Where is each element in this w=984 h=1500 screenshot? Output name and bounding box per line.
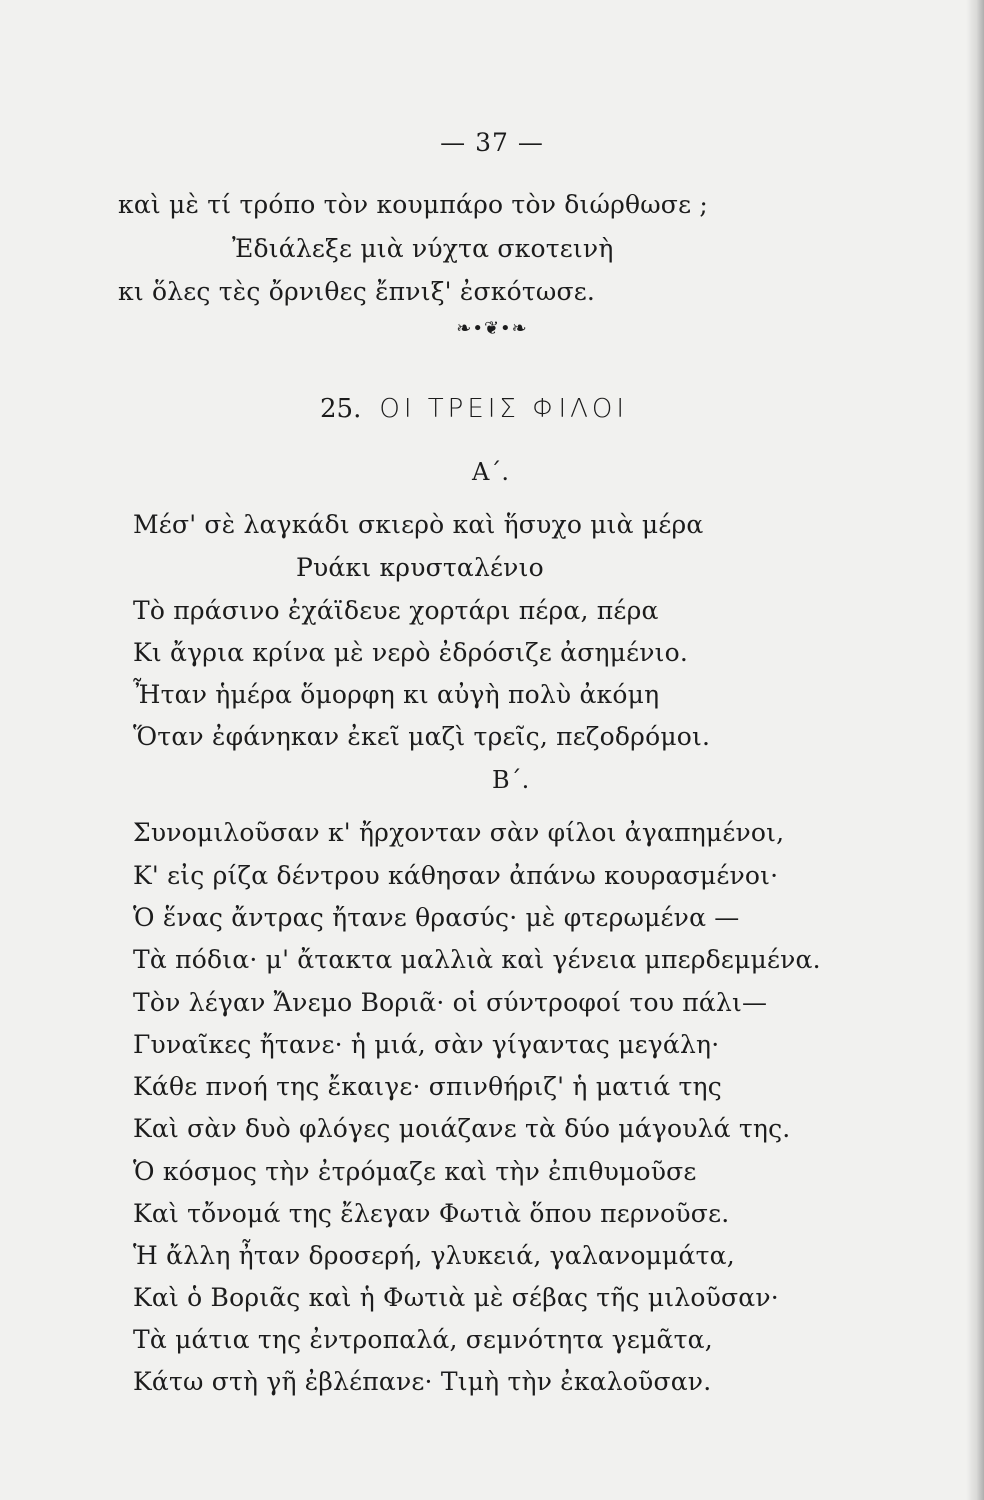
poem-title — [320, 394, 628, 424]
section-b-line-6: Γυναῖκες ἤτανε· ἡ μιά, σὰν γίγαντας μεγάλη· — [133, 1030, 720, 1059]
section-b-line-5: Τὸν λέγαν Ἄνεμο Βοριᾶ· οἱ σύντροφοί του πάλι— — [133, 988, 768, 1017]
section-b-line-1: Συνομιλοῦσαν κ' ἤρχονταν σὰν φίλοι ἀγαπημένοι, — [133, 818, 785, 847]
section-b-line-4: Τὰ πόδια· μ' ἄτακτα μαλλιὰ καὶ γένεια μπερδεμμένα. — [133, 945, 821, 974]
section-b-line-11: Ἡ ἄλλη ἦταν δροσερή, γλυκειά, γαλανομμάτα, — [133, 1241, 735, 1270]
section-b-line-7: Κάθε πνοή της ἔκαιγε· σπινθήριζ' ἡ ματιά της — [133, 1072, 722, 1101]
section-b-line-2: Κ' εἰς ρίζα δέντρου κάθησαν ἀπάνω κουρασμένοι· — [133, 861, 779, 890]
section-a-line-6: Ὅταν ἐφάνηκαν ἐκεῖ μαζὶ τρεῖς, πεζοδρόμοι. — [133, 722, 711, 751]
section-b-line-13: Τὰ μάτια της ἐντροπαλά, σεμνότητα γεμᾶτα, — [133, 1325, 713, 1354]
page-edge-shadow — [966, 0, 984, 1500]
section-b-label: Β΄. — [492, 766, 530, 794]
section-a-line-4: Κι ἄγρια κρίνα μὲ νερὸ ἐδρόσιζε ἀσημένιο. — [133, 638, 689, 667]
section-a-line-1: Μέσ' σὲ λαγκάδι σκιερὸ καὶ ἥσυχο μιὰ μέρα — [133, 510, 704, 539]
poem-title-text: ΟΙ ΤΡΕΙΣ ΦΙΛΟΙ — [379, 394, 629, 424]
section-b-line-9: Ὁ κόσμος τὴν ἐτρόμαζε καὶ τὴν ἐπιθυμοῦσε — [133, 1157, 697, 1186]
page-number: — 37 — — [440, 128, 544, 157]
section-b-line-8: Καὶ σὰν δυὸ φλόγες μοιάζανε τὰ δύο μάγουλά της. — [133, 1114, 791, 1143]
section-b-line-3: Ὁ ἕνας ἄντρας ἤτανε θρασύς· μὲ φτερωμένα — — [133, 903, 740, 932]
section-a-label: Α΄. — [472, 458, 509, 486]
section-b-line-10: Καὶ τὄνομά της ἔλεγαν Φωτιὰ ὅπου περνοῦσε. — [133, 1199, 730, 1228]
previous-poem-line-3: κι ὅλες τὲς ὄρνιθες ἔπνιξ' ἐσκότωσε. — [118, 277, 596, 306]
section-a-line-3: Τὸ πράσινο ἐχάϊδευε χορτάρι πέρα, πέρα — [133, 596, 659, 625]
previous-poem-line-2: Ἐδιάλεξε μιὰ νύχτα σκοτεινὴ — [232, 234, 614, 263]
section-a-line-5: Ἦταν ἡμέρα ὅμορφη κι αὐγὴ πολὺ ἀκόμη — [133, 680, 660, 709]
section-b-line-14: Κάτω στὴ γῆ ἐβλέπανε· Τιμὴ τὴν ἐκαλοῦσαν. — [133, 1367, 712, 1396]
section-b-line-12: Καὶ ὁ Βοριᾶς καὶ ἡ Φωτιὰ μὲ σέβας τῆς μιλοῦσαν· — [133, 1283, 779, 1312]
poem-number: 25. — [320, 394, 362, 424]
ornament-divider-icon: ❧•❦•❧ — [456, 318, 528, 339]
section-a-line-2: Ρυάκι κρυσταλένιο — [296, 553, 544, 582]
previous-poem-line-1: καὶ μὲ τί τρόπο τὸν κουμπάρο τὸν διώρθωσε ; — [118, 190, 708, 219]
